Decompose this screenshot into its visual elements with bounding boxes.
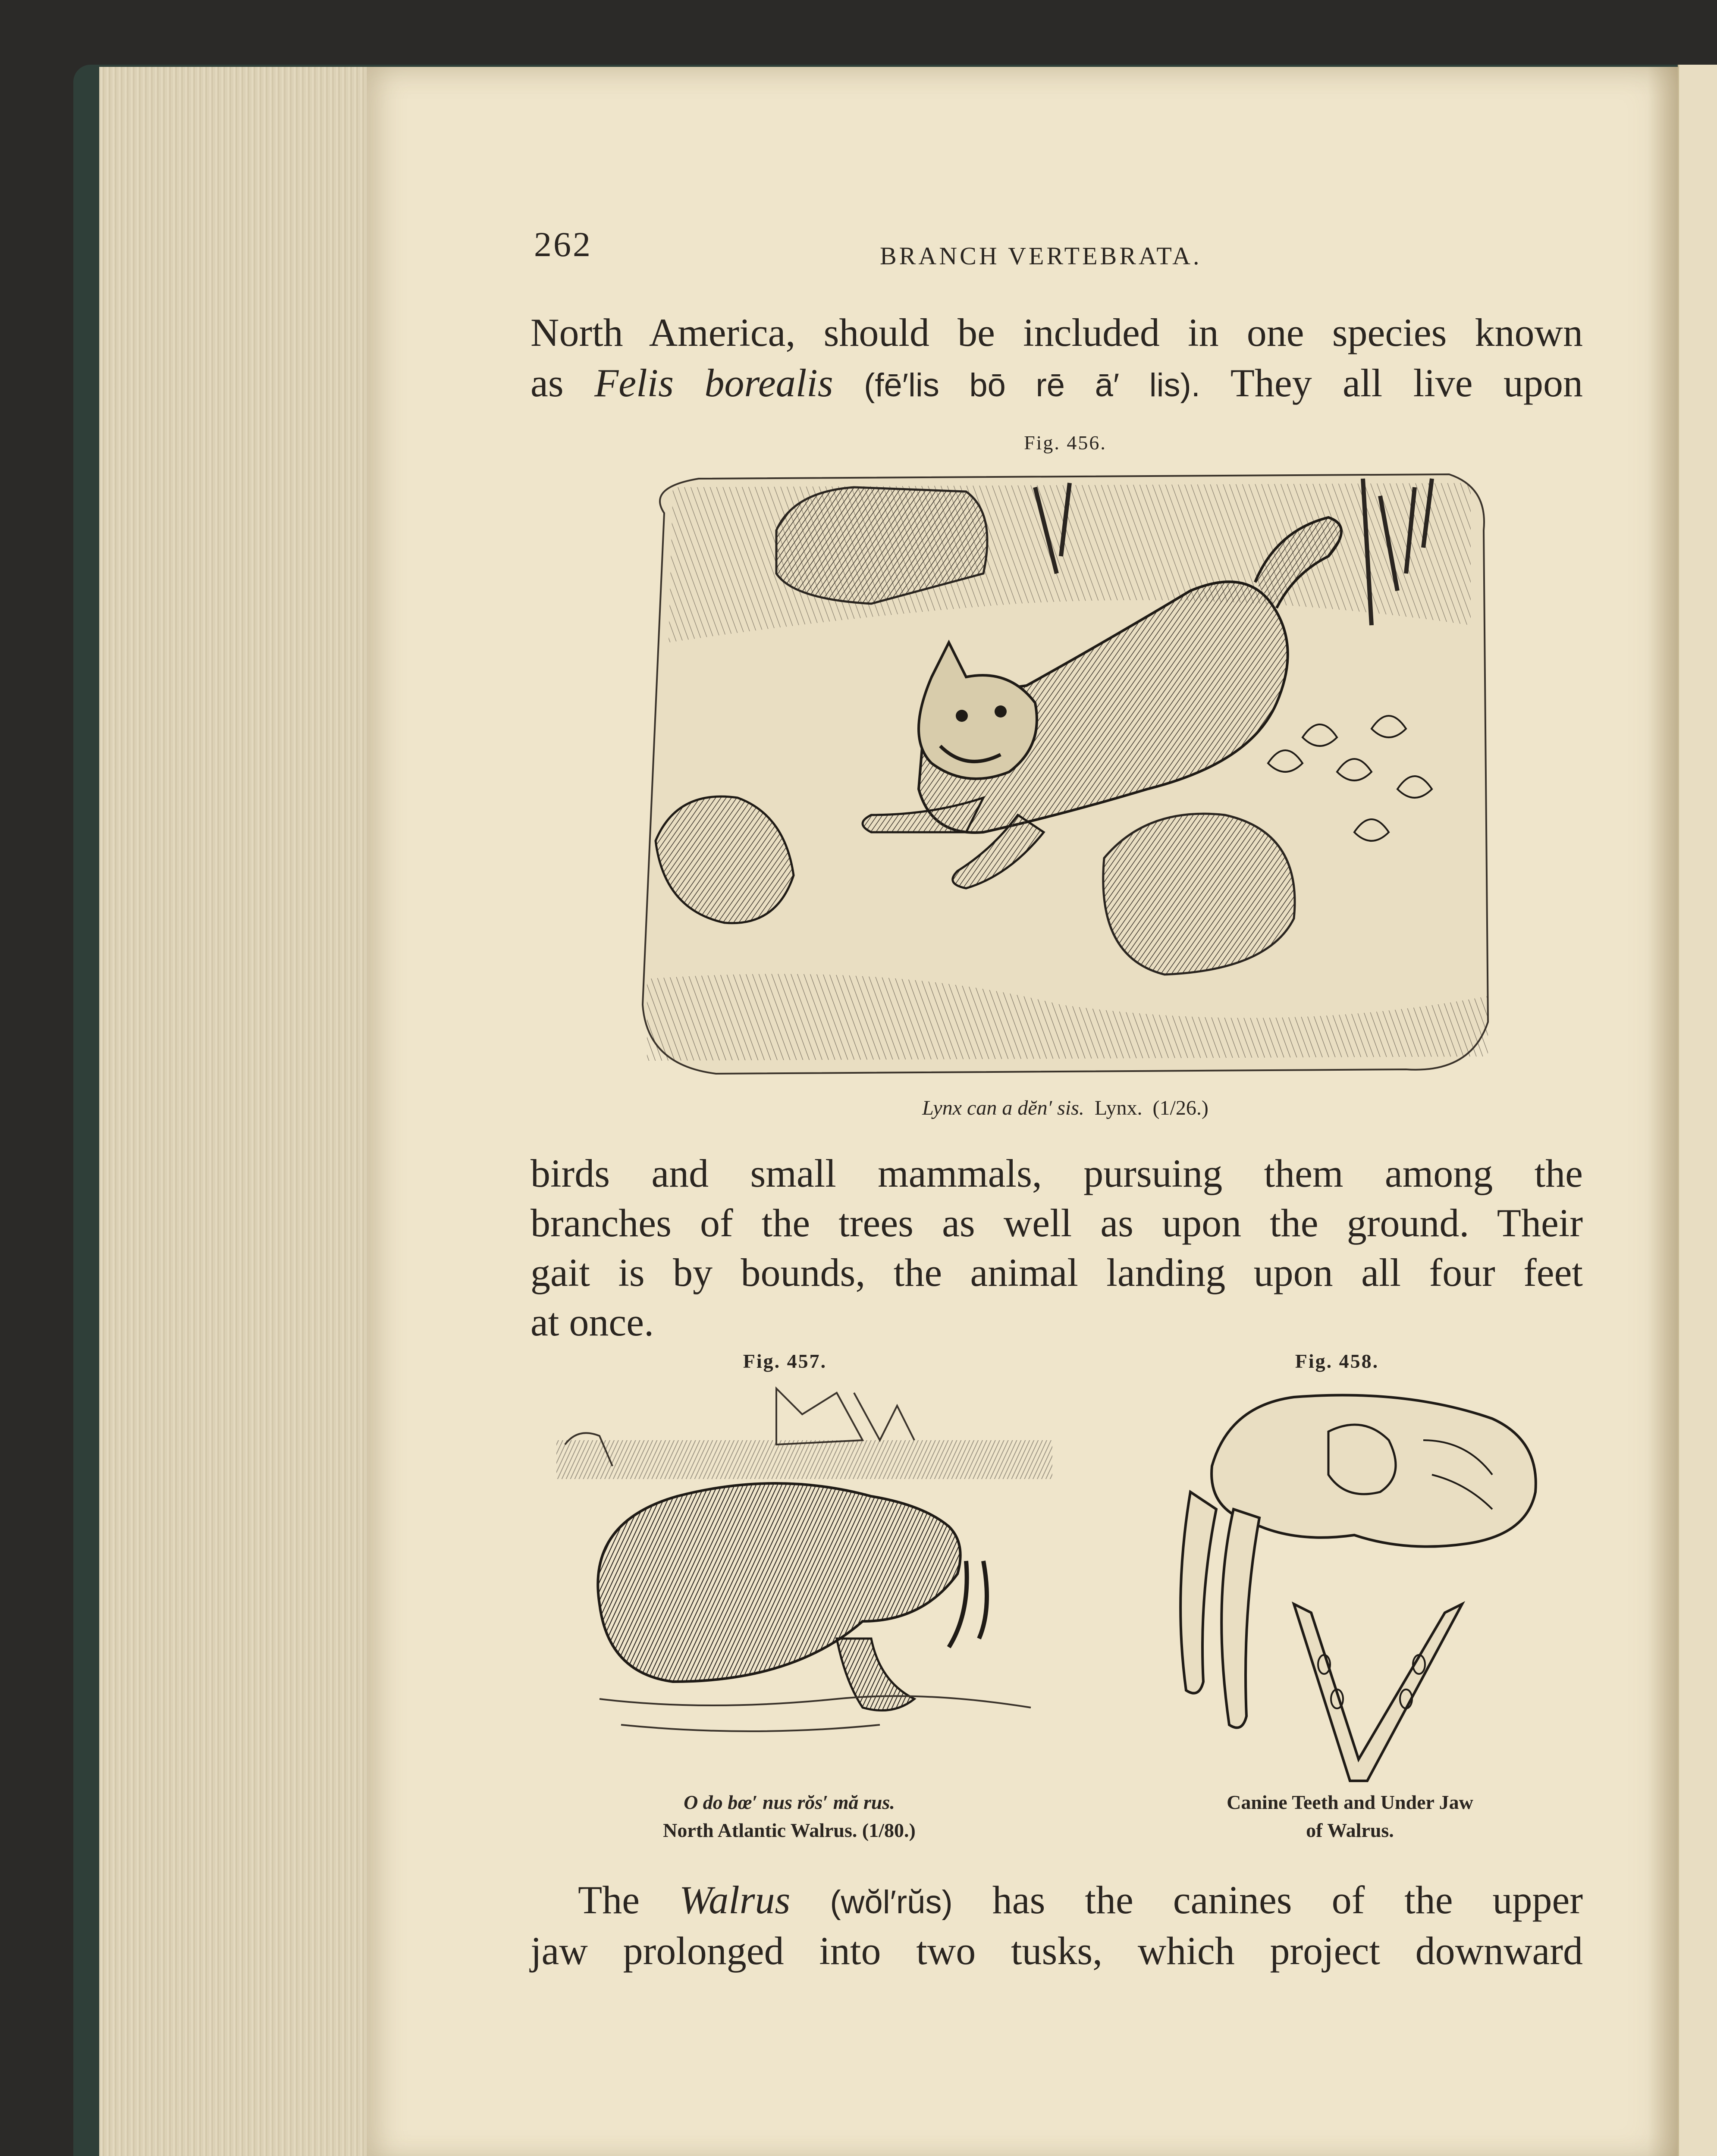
lynx-illustration [630, 461, 1501, 1082]
figure-caption: Lynx can a dĕn′ sis. Lynx. (1/26.) [922, 1097, 1208, 1119]
body-line: as Felis borealis (fē′lis bō rē ā′ lis). They all live upon [530, 361, 1583, 405]
body-line: branches of the trees as well as upon the ground. Their [530, 1201, 1583, 1245]
page-gutter-shadow [1648, 67, 1678, 2156]
figure-label: Fig. 457. [743, 1350, 827, 1372]
body-line: birds and small mammals, pursuing them among the [530, 1151, 1583, 1195]
walrus-skull-illustration [1165, 1380, 1553, 1785]
figure-caption-species: O do bœ′ nus rŏs′ mă rus. [684, 1791, 895, 1813]
scale-ratio: (1/80.) [862, 1819, 916, 1841]
body-line: The Walrus (wŏl′rŭs) has the canines of the upper [578, 1878, 1583, 1922]
page-number: 262 [534, 225, 592, 264]
walrus-illustration [535, 1380, 1052, 1759]
body-line: at once. [530, 1300, 654, 1344]
caption-species: Lynx can a dĕn′ sis. [922, 1097, 1084, 1119]
figure-label: Fig. 456. [1024, 432, 1107, 454]
body-line: gait is by bounds, the animal landing upon all four feet [530, 1250, 1583, 1294]
figure-caption: Canine Teeth and Under Jaw [1227, 1791, 1473, 1813]
page-stack-edge [99, 67, 376, 2156]
pronunciation: (wŏl′rŭs) [830, 1884, 953, 1921]
facing-page-edge [1678, 65, 1717, 2156]
body-line: jaw prolonged into two tusks, which project downward [530, 1929, 1583, 1973]
running-head: BRANCH VERTEBRATA. [880, 242, 1202, 270]
body-line: North America, should be included in one species known [530, 310, 1583, 354]
figure-label: Fig. 458. [1295, 1350, 1379, 1372]
pronunciation: (fē′lis bō rē ā′ lis). [864, 367, 1200, 404]
scale-ratio: (1/26.) [1152, 1097, 1208, 1119]
species-name: Walrus [679, 1878, 791, 1922]
figure-caption: of Walrus. [1306, 1819, 1394, 1841]
figure-caption: North Atlantic Walrus. (1/80.) [663, 1819, 916, 1841]
species-name: Felis borealis [594, 361, 833, 405]
